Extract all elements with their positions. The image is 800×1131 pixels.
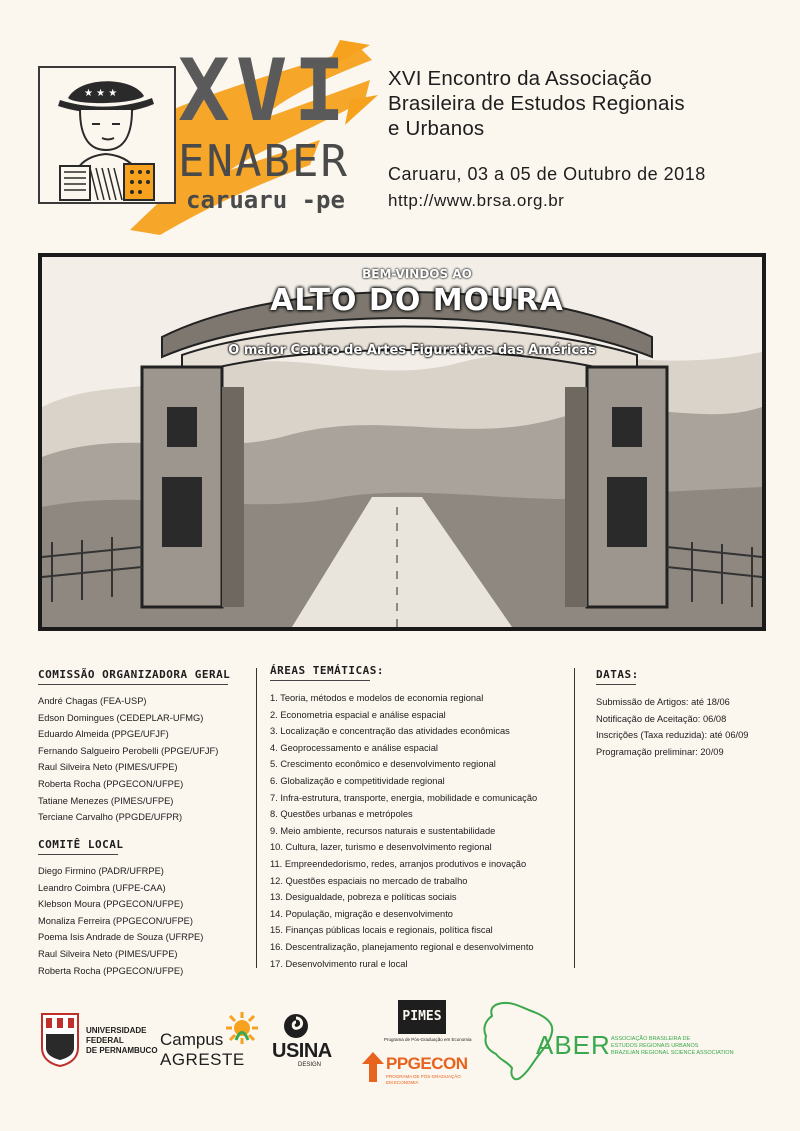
event-title [388,66,788,141]
list-item: André Chagas (FEA-USP) [38,696,147,706]
list-item: Roberta Rocha (PPGECON/UFPE) [38,778,184,789]
ufpe-crest-icon [40,1012,80,1068]
comite-heading-rule [38,854,118,855]
ufpe-text [86,1026,158,1056]
list-item: Raul Silveira Neto (PIMES/UFPE) [38,762,178,773]
areas-heading-rule [270,680,370,681]
agreste-label: AGRESTE [160,1050,245,1069]
areas-list [270,690,570,972]
aber-caption [611,1036,734,1057]
logo-enaber: ENABER [178,136,349,187]
list-item: Monaliza Ferreira (PPGECON/UFPE) [38,915,193,926]
list-item: 5. Crescimento econômico e desenvolvimento regional [270,759,496,770]
list-item: Klebson Moura (PPGECON/UFPE) [38,899,184,910]
areas-section [270,664,570,972]
arch-sub-text: O maior Centro de Artes Figurativas das Américas [228,343,596,358]
list-item: 2. Econometria espacial e análise espacial [270,709,446,720]
usina-label: USINA [272,1040,332,1062]
areas-heading: ÁREAS TEMÁTICAS: [270,664,384,677]
sun-icon [222,1010,262,1046]
usina-design-label: DESIGN [298,1062,322,1068]
comissao-heading: COMISSÃO ORGANIZADORA GERAL [38,668,231,681]
list-item: 10. Cultura, lazer, turismo e desenvolvimento regional [270,842,492,853]
list-item: Tatiane Menezes (PIMES/UFPE) [38,795,174,806]
list-item: 9. Meio ambiente, recursos naturais e sustentabilidade [270,825,496,836]
arch-main-text: ALTO DO MOURA [270,283,564,318]
list-item: 3. Localização e concentração das atividades econômicas [270,726,510,737]
aber-caption-line-3: BRAZILIAN REGIONAL SCIENCE ASSOCIATION [611,1050,734,1056]
datas-section [596,668,786,760]
aber-caption-line-2: ESTUDOS REGIONAIS URBANOS [611,1043,699,1049]
list-item: 16. Descentralização, planejamento regional e desenvolvimento [270,941,534,952]
list-item: 12. Questões espaciais no mercado de trabalho [270,875,468,886]
ufpe-line-2: FEDERAL [86,1036,124,1045]
column-divider-left [256,668,257,968]
list-item: Leandro Coimbra (UFPE-CAA) [38,882,166,893]
datas-heading: DATAS: [596,668,639,681]
list-item: 6. Globalização e competitividade regional [270,775,445,786]
list-item: Diego Firmino (PADR/UFRPE) [38,866,164,876]
list-item: Poema Isis Andrade de Souza (UFRPE) [38,932,204,943]
logo-city: caruaru -pe [186,186,345,214]
ppgecon-label: PPGECON [386,1054,468,1073]
list-item: Inscrições (Taxa reduzida): até 06/09 [596,730,749,741]
alto-do-moura-illustration [38,253,766,631]
list-item: Roberta Rocha (PPGECON/UFPE) [38,965,184,976]
list-item: Submissão de Artigos: até 18/06 [596,697,730,707]
list-item: 7. Infra-estrutura, transporte, energia, mobilidade e comunicação [270,792,538,803]
event-date-place: Caruaru, 03 a 05 de Outubro de 2018 [388,164,706,184]
list-item: Fernando Salgueiro Perobelli (PPGE/UFJF) [38,745,219,756]
ufpe-line-3: DE PERNAMBUCO [86,1046,158,1055]
svg-text:★ ★ ★: ★ ★ ★ [84,88,118,99]
list-item: Edson Domingues (CEDEPLAR-UFMG) [38,712,204,723]
comite-section [38,838,250,979]
event-title-line-3: e Urbanos [388,117,485,140]
list-item: 14. População, migração e desenvolvimento [270,908,453,919]
list-item: 4. Geoprocessamento e análise espacial [270,742,438,753]
ppgecon-arrow-icon [362,1052,384,1082]
aber-caption-line-1: ASSOCIAÇÃO BRASILEIRA DE [611,1036,691,1042]
aber-label: ABER [536,1030,611,1060]
event-url-link[interactable]: http://www.brsa.org.br [388,191,565,210]
event-title-line-1: XVI Encontro da Associação [388,67,652,90]
usina-swirl-icon [282,1012,310,1040]
comissao-heading-rule [38,684,228,685]
list-item: 8. Questões urbanas e metrópoles [270,809,413,820]
list-item: 1. Teoria, métodos e modelos de economia regional [270,693,484,703]
list-item: Eduardo Almeida (PPGE/UFJF) [38,729,169,740]
comite-heading: COMITÊ LOCAL [38,838,124,851]
list-item: Raul Silveira Neto (PIMES/UFPE) [38,948,178,959]
accordion-player-icon [40,68,174,202]
event-title-line-2: Brasileira de Estudos Regionais [388,92,685,115]
list-item: Terciane Carvalho (PPGDE/UFPR) [38,812,183,823]
datas-list [596,694,786,760]
ufpe-line-1: UNIVERSIDADE [86,1026,147,1035]
list-item: 15. Finanças públicas locais e regionais, política fiscal [270,925,493,936]
list-item: 17. Desenvolvimento rural e local [270,958,408,969]
list-item: 13. Desigualdade, pobreza e políticas sociais [270,892,457,903]
list-item: Notificação de Aceitação: 06/08 [596,713,727,724]
pimes-caption: Programa de Pós-Graduação em Economia [384,1037,472,1042]
logo-illustration-box [38,66,176,204]
comissao-section [38,668,250,826]
comite-list [38,863,250,979]
campus-label: Campus [160,1030,224,1049]
list-item: Programação preliminar: 20/09 [596,746,724,757]
list-item: 11. Empreendedorismo, redes, arranjos produtivos e inovação [270,858,527,869]
pimes-logo: PIMES [398,1000,446,1034]
column-divider-right [574,668,575,968]
arch-top-text: BEM-VINDOS AO [362,267,472,281]
comissao-list [38,693,250,826]
ppgecon-caption: PROGRAMA DE PÓS-GRADUAÇÃO EM ECONOMIA [386,1074,461,1085]
datas-heading-rule [596,684,636,685]
logo-xvi: XVI [178,41,352,141]
